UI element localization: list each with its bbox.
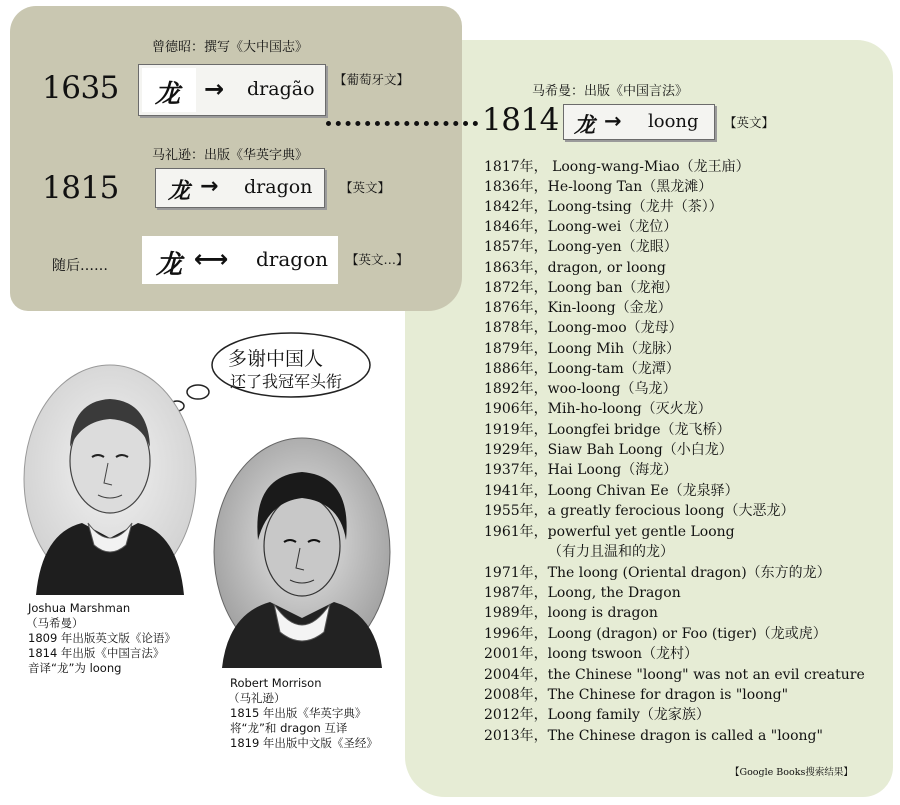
language-label-1814: 【英文】 bbox=[724, 115, 775, 130]
language-label-later: 【英文…】 bbox=[346, 252, 409, 267]
translated-word: dragon bbox=[256, 247, 329, 271]
timeline-entry: 1878年，Loong-moo（龙母） bbox=[484, 320, 683, 336]
timeline-entry: 1987年，Loong, the Dragon bbox=[484, 585, 681, 601]
caption-1815: 马礼逊：出版《华英字典》 bbox=[152, 148, 309, 163]
timeline-entry: 1842年，Loong-tsing（龙井（茶）） bbox=[484, 199, 723, 215]
language-label-1815: 【英文】 bbox=[340, 180, 391, 195]
morrison-chinese-name: （马礼逊） bbox=[228, 691, 286, 705]
dragon-character: 龙 bbox=[156, 250, 183, 280]
year-1815: 1815 bbox=[42, 170, 119, 206]
timeline-entry: 1996年，Loong (dragon) or Foo (tiger)（龙或虎） bbox=[484, 626, 827, 642]
translated-word: dragão bbox=[247, 78, 315, 100]
timeline-entry: 1863年，dragon, or loong bbox=[484, 260, 666, 276]
translation-box-1814 bbox=[563, 104, 715, 140]
timeline-entry: 1929年，Siaw Bah Loong（小白龙） bbox=[484, 442, 733, 458]
connector-dotted-line bbox=[326, 121, 478, 126]
dragon-character: 龙 bbox=[574, 113, 595, 137]
timeline-entry: 1955年，a greatly ferocious loong（大恶龙） bbox=[484, 503, 795, 519]
translation-box-1635 bbox=[138, 64, 326, 116]
arrow-icon: → bbox=[204, 75, 225, 103]
timeline-entry: 2012年，Loong family（龙家族） bbox=[484, 707, 710, 723]
timeline-entry: 2008年，The Chinese for dragon is "loong" bbox=[484, 687, 789, 703]
translation-box-1815 bbox=[155, 168, 325, 208]
source-note: 【Google Books搜索结果】 bbox=[730, 767, 853, 778]
timeline-entry-continuation: （有力且温和的龙） bbox=[548, 544, 674, 560]
timeline-entry: 1919年，Loongfei bridge（龙飞桥） bbox=[484, 422, 731, 438]
translation-box-later bbox=[142, 236, 338, 284]
morrison-bio-line: 将“龙”和 dragon 互译 bbox=[230, 721, 348, 735]
morrison-bio-line: 1819 年出版中文版《圣经》 bbox=[230, 736, 378, 750]
arrow-icon: → bbox=[200, 174, 219, 199]
timeline-entry: 1879年，Loong Mih（龙脉） bbox=[484, 341, 681, 357]
timeline-entry: 1817年， Loong-wang-Miao（龙王庙） bbox=[484, 159, 750, 175]
marshman-bio-line: 音译“龙”为 loong bbox=[28, 661, 122, 675]
timeline-entry: 1846年，Loong-wei（龙位） bbox=[484, 219, 678, 235]
later-label: 随后…… bbox=[52, 258, 108, 274]
translated-word: dragon bbox=[244, 176, 313, 198]
year-1635: 1635 bbox=[42, 70, 119, 106]
timeline-entry: 2013年，The Chinese dragon is called a "loong" bbox=[484, 728, 823, 744]
timeline-entry: 1971年，The loong (Oriental dragon)（东方的龙） bbox=[484, 565, 831, 581]
bubble-line-2: 还了我冠军头衔 bbox=[230, 372, 343, 391]
bubble-line-1: 多谢中国人 bbox=[228, 348, 324, 370]
timeline-entry: 2001年，loong tswoon（龙村） bbox=[484, 646, 699, 662]
timeline-entry: 1872年，Loong ban（龙袍） bbox=[484, 280, 679, 296]
timeline-entry: 1886年，Loong-tam（龙潭） bbox=[484, 361, 680, 377]
timeline-entry: 1836年，He-loong Tan（黑龙滩） bbox=[484, 179, 713, 195]
morrison-name: Robert Morrison bbox=[230, 676, 322, 690]
marshman-bio-line: 1814 年出版《中国言法》 bbox=[28, 646, 165, 660]
marshman-chinese-name: （马希曼） bbox=[26, 616, 84, 630]
year-1814: 1814 bbox=[482, 102, 559, 138]
translated-word: loong bbox=[648, 111, 699, 132]
timeline-entry: 1906年，Mih-ho-loong（灭火龙） bbox=[484, 401, 712, 417]
timeline-entry: 1989年，loong is dragon bbox=[484, 605, 658, 621]
timeline-entry: 1876年，Kin-loong（金龙） bbox=[484, 300, 672, 316]
marshman-bio-line: 1809 年出版英文版《论语》 bbox=[28, 631, 176, 645]
language-label-1635: 【葡萄牙文】 bbox=[334, 72, 410, 87]
morrison-portrait bbox=[212, 436, 392, 668]
marshman-portrait bbox=[22, 363, 198, 595]
marshman-name: Joshua Marshman bbox=[28, 601, 131, 615]
timeline-entry: 1892年，woo-loong（乌龙） bbox=[484, 381, 677, 397]
double-arrow-icon: ⟷ bbox=[194, 245, 229, 273]
timeline-entry: 1961年，powerful yet gentle Loong bbox=[484, 524, 735, 540]
timeline-entry: 2004年，the Chinese "loong" was not an evil creature bbox=[484, 667, 865, 683]
dragon-character: 龙 bbox=[155, 79, 181, 108]
caption-1635: 曾德昭：撰写《大中国志》 bbox=[152, 40, 309, 55]
timeline-entry: 1941年，Loong Chivan Ee（龙泉驿） bbox=[484, 483, 739, 499]
dragon-character: 龙 bbox=[168, 179, 191, 204]
morrison-bio-line: 1815 年出版《华英字典》 bbox=[230, 706, 367, 720]
caption-1814: 马希曼：出版《中国言法》 bbox=[532, 84, 689, 99]
timeline-entry: 1857年，Loong-yen（龙眼） bbox=[484, 239, 678, 255]
arrow-icon: → bbox=[604, 109, 622, 133]
timeline-entry: 1937年，Hai Loong（海龙） bbox=[484, 462, 678, 478]
